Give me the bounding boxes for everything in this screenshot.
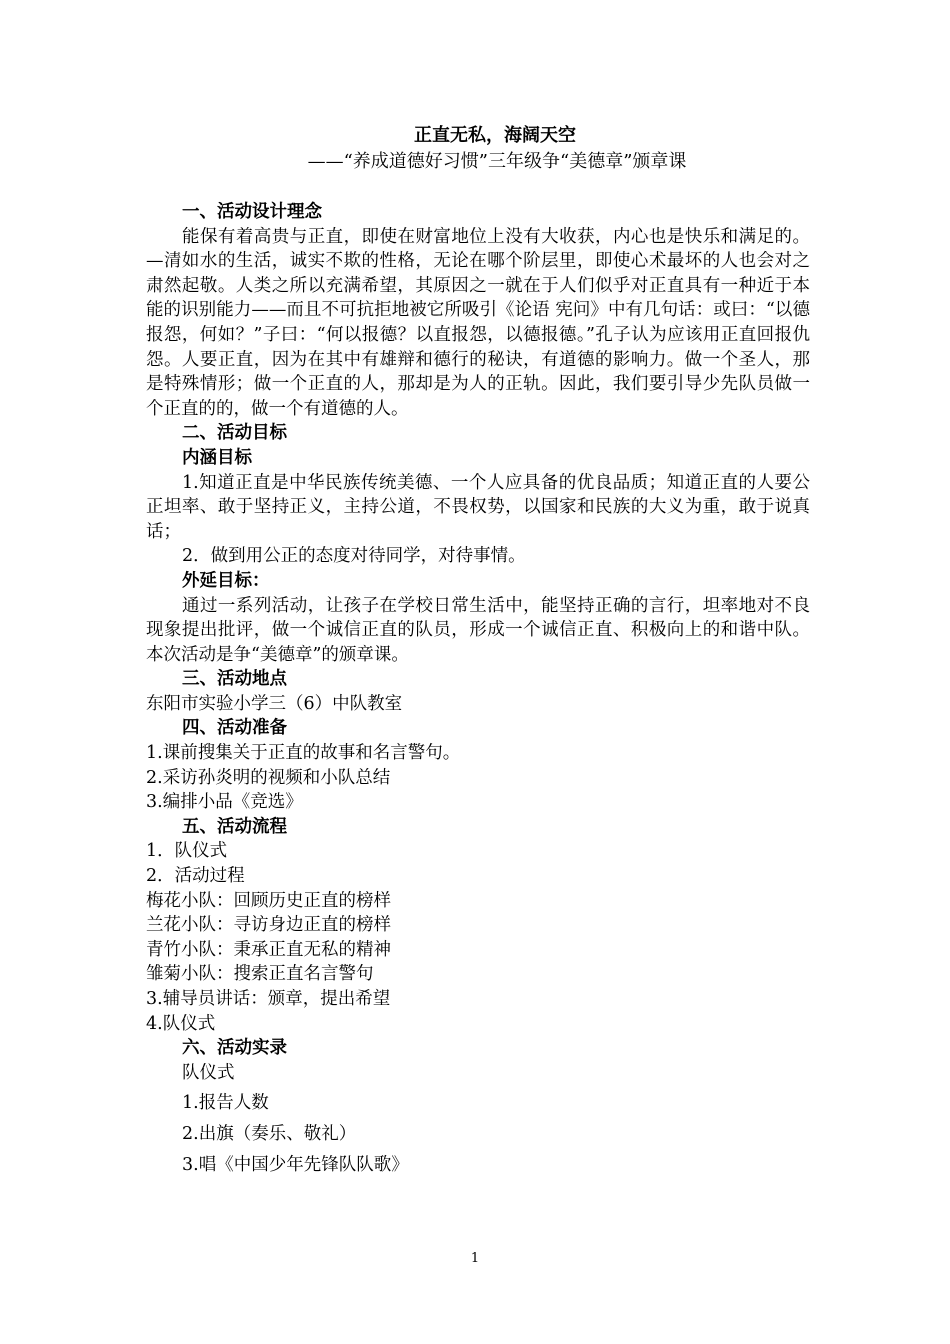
section-heading-record: 六、活动实录	[182, 1038, 287, 1059]
record-item: 2.出旗（奏乐、敬礼）	[182, 1123, 357, 1144]
document-body	[146, 200, 810, 1177]
process-item: 3.辅导员讲话：颁章，提出希望	[146, 989, 391, 1009]
record-item: 3.唱《中国少年先锋队队歌》	[182, 1154, 409, 1175]
process-item: 青竹小队：秉承正直无私的精神	[146, 939, 391, 960]
preparation-item: 2.采访孙炎明的视频和小队总结	[146, 767, 391, 788]
process-item: 4.队仪式	[146, 1013, 216, 1034]
process-item: 兰花小队：寻访身边正直的榜样	[146, 915, 391, 936]
record-item: 1.报告人数	[182, 1093, 269, 1114]
record-intro: 队仪式	[182, 1062, 235, 1083]
process-item: 雏菊小队：搜索正直名言警句	[146, 964, 374, 985]
preparation-item: 3.编排小品《竞选》	[146, 792, 303, 813]
subheading-outer-goals: 外延目标：	[182, 570, 270, 591]
inner-goal-item-1: 1.知道正直是中华民族传统美德、一个人应具备的优良品质；知道正直的人要公正坦率、敢于坚持正义，主持公道，不畏权势，以国家和民族的大义为重，敢于说真话；	[146, 472, 810, 542]
subheading-inner-goals: 内涵目标	[182, 447, 252, 468]
section-heading-location: 三、活动地点	[182, 669, 287, 690]
document-subtitle: ——“养成道德好习惯”三年级争“美德章”颁章课	[307, 151, 687, 172]
document-title: 正直无私，海阔天空	[414, 125, 576, 146]
process-item: 1．队仪式	[146, 841, 228, 862]
section-heading-process: 五、活动流程	[182, 816, 287, 837]
design-concept-paragraph: 能保有着高贵与正直，即使在财富地位上没有大收获，内心也是快乐和满足的。 —清如水的生活，诚实不欺的性格，无论在哪个阶层里，即使心术最坏的人也会对之肃然起敬。人类之所以充满希望，其原因之一就在于人们似乎对正直具有一种近于本能的识别能力——而且不可抗拒地被它所吸引《论语 宪问》中有几句话：或曰：“以德报怨，何如？”子曰：“何以报德？以直报怨，以德报德。”孔子认为应该用正直回报仇怨。人要正直，因为在其中有雄辩和德行的秘诀，有道德的影响力。做一个圣人，那是特殊情形；做一个正直的人，那却是为人的正轨。因此，我们要引导少先队员做一个正直的的，做一个有道德的人。	[146, 226, 810, 419]
section-heading-goals: 二、活动目标	[182, 423, 287, 444]
section-heading-design-concept: 一、活动设计理念	[182, 202, 322, 222]
process-item: 2．活动过程	[146, 866, 245, 887]
process-item: 梅花小队：回顾历史正直的榜样	[146, 890, 391, 911]
inner-goal-item-2: 2．做到用公正的态度对待同学，对待事情。	[182, 546, 526, 567]
section-heading-preparation: 四、活动准备	[182, 718, 287, 739]
outer-goal-paragraph: 通过一系列活动，让孩子在学校日常生活中，能坚持正确的言行，坦率地对不良现象提出批评，做一个诚信正直的队员，形成一个诚信正直、积极向上的和谐中队。本次活动是争“美德章”的颁章课。	[146, 595, 810, 665]
location-text: 东阳市实验小学三（6）中队教室	[146, 693, 403, 714]
page-number: 1	[470, 1251, 480, 1266]
preparation-item: 1.课前搜集关于正直的故事和名言警句。	[146, 743, 461, 764]
